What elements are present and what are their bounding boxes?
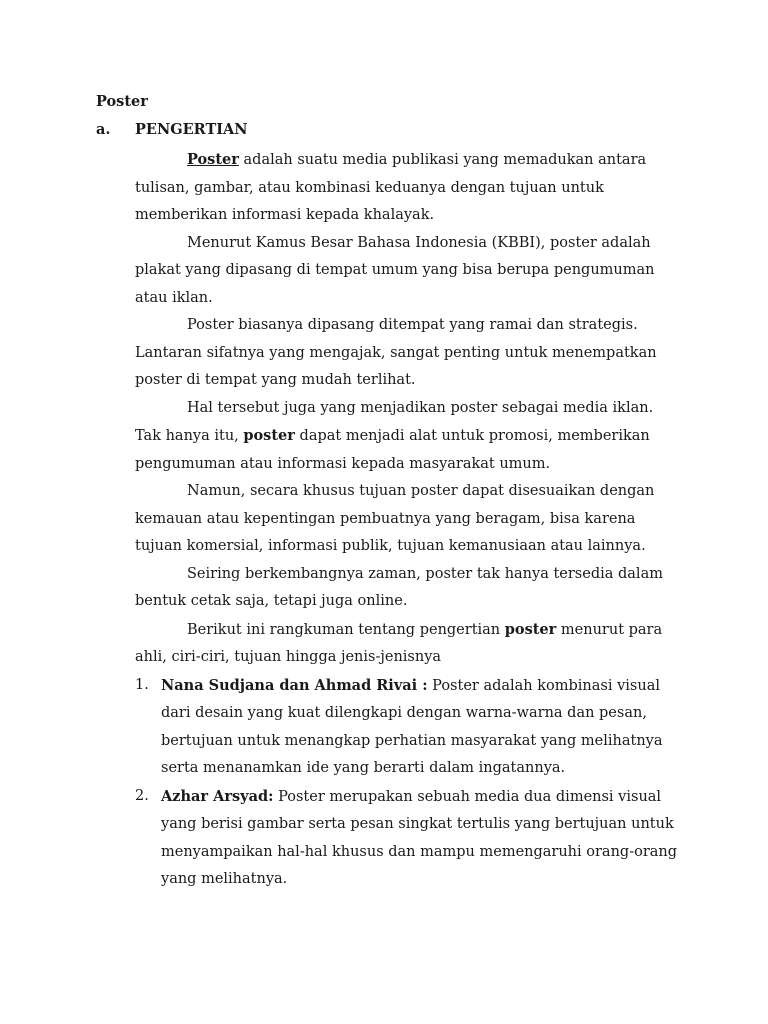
paragraph: Menurut Kamus Besar Bahasa Indonesia (KBBI), poster adalah plakat yang dipasang di tempat umum yang bisa berupa pengumuman atau iklan. xyxy=(135,234,655,306)
section-letter: a. xyxy=(96,121,111,138)
section-title: PENGERTIAN xyxy=(135,121,248,138)
paragraph-text: Berikut ini rangkuman tentang pengertian xyxy=(187,621,505,638)
paragraph xyxy=(135,616,680,672)
paragraph-text: adalah suatu media publikasi yang memadukan antara tulisan, gambar, atau kombinasi keduanya dengan tujuan untuk memberikan informasi kepada khalayak. xyxy=(135,152,647,223)
body-text xyxy=(135,146,680,894)
paragraph: Seiring berkembangnya zaman, poster tak hanya tersedia dalam bentuk cetak saja, tetapi juga online. xyxy=(135,565,663,609)
paragraph-text: menurut para ahli, ciri-ciri, tujuan hingga jenis-jenisnya xyxy=(135,621,663,665)
list-number: 1. xyxy=(135,676,149,693)
keyword-poster: Poster xyxy=(187,151,239,168)
keyword-bold: poster xyxy=(504,620,557,638)
paragraph xyxy=(135,395,680,479)
list-number: 2. xyxy=(135,787,149,804)
paragraph-text: dapat menjadi alat untuk promosi, memberikan pengumuman atau informasi kepada masyarakat umum. xyxy=(135,428,650,472)
document-title: Poster xyxy=(96,93,148,110)
expert-name: Nana Sudjana dan Ahmad Rivai : xyxy=(161,676,428,694)
list-text: Poster adalah kombinasi visual dari desain yang kuat dilengkapi dengan warna-warna dan pesan, bertujuan untuk menangkap perhatian masyarakat yang melihatnya serta menanamkan ide yang berarti dalam ingatannya. xyxy=(161,677,663,776)
keyword-bold: poster xyxy=(243,427,295,444)
paragraph-text: Hal tersebut juga yang menjadikan poster sebagai media iklan. Tak hanya itu, xyxy=(135,399,654,444)
list-item xyxy=(135,672,680,783)
section-heading xyxy=(96,121,656,138)
list-text: Poster merupakan sebuah media dua dimensi visual yang berisi gambar serta pesan singkat tertulis yang bertujuan untuk menyampaikan hal-hal khusus dan mampu memengaruhi orang-orang yang melihatnya. xyxy=(161,788,678,887)
paragraph: Poster biasanya dipasang ditempat yang ramai dan strategis. Lantaran sifatnya yang mengajak, sangat penting untuk menempatkan poster di tempat yang mudah terlihat. xyxy=(135,317,657,388)
paragraph xyxy=(135,146,680,230)
definition-list xyxy=(135,672,680,894)
list-item xyxy=(135,783,680,894)
expert-name: Azhar Arsyad: xyxy=(161,787,274,805)
paragraph: Namun, secara khusus tujuan poster dapat disesuaikan dengan kemauan atau kepentingan pembuatnya yang beragam, bisa karena tujuan komersial, informasi publik, tujuan kemanusiaan atau lainnya. xyxy=(135,483,655,554)
